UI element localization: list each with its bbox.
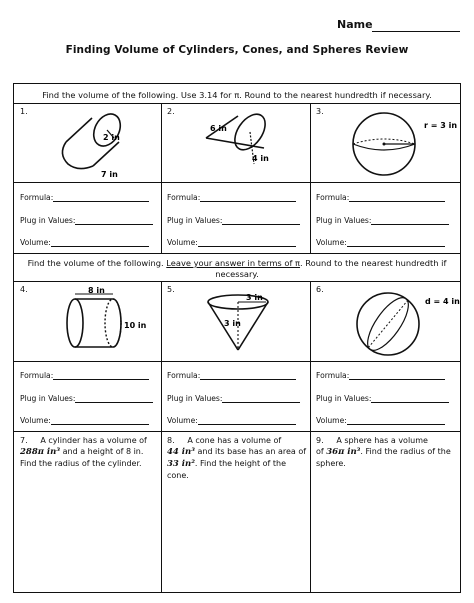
formula-field[interactable]: Formula:: [20, 371, 149, 380]
divider: [14, 182, 460, 183]
worksheet-title: Finding Volume of Cylinders, Cones, and Spheres Review: [65, 44, 409, 56]
volume-field[interactable]: Volume:: [167, 238, 296, 247]
worksheet-grid: [13, 83, 461, 593]
col-divider: [161, 431, 162, 592]
radius-label: 3 in: [246, 293, 263, 302]
plug-values-field[interactable]: Plug in Values:: [20, 394, 153, 403]
formula-field[interactable]: Formula:: [316, 371, 445, 380]
volume-field[interactable]: Volume:: [316, 238, 445, 247]
problem-number: 5.: [167, 285, 175, 294]
radius-label: 2 in: [103, 133, 120, 142]
length-label: 8 in: [88, 286, 105, 295]
col-divider: [161, 281, 162, 431]
height-label: 3 in: [224, 319, 241, 328]
divider: [14, 281, 460, 282]
plug-values-field[interactable]: Plug in Values:: [316, 394, 449, 403]
sphere-figure: [344, 110, 456, 180]
plug-values-field[interactable]: Plug in Values:: [20, 216, 153, 225]
sphere-figure: [344, 286, 460, 358]
word-problem-9: 9. A sphere has a volume of 36π in³. Find the radius of the sphere.: [316, 436, 451, 468]
plug-values-field[interactable]: Plug in Values:: [316, 216, 449, 225]
formula-field[interactable]: Formula:: [167, 371, 296, 380]
word-problem-8: 8. A cone has a volume of 44 in³ and its base has an area of 33 in². Find the height of the cone.: [167, 436, 307, 480]
divider: [14, 361, 460, 362]
section1-instruction: Find the volume of the following. Use 3.14 for π. Round to the nearest hundredth if necessary.: [42, 90, 432, 100]
word-problem-7: 7. A cylinder has a volume of 288π in³ and a height of 8 in. Find the radius of the cylinder.: [20, 436, 147, 468]
formula-field[interactable]: Formula:: [20, 193, 149, 202]
section2-instruction: Find the volume of the following. Leave your answer in terms of π. Round to the nearest hundredth if necessary.: [27, 258, 447, 279]
cone-figure: [200, 290, 280, 356]
col-divider: [161, 103, 162, 253]
height-label: 7 in: [101, 170, 118, 179]
radius-label: r = 3 in: [424, 121, 458, 130]
name-label: Name: [337, 18, 373, 31]
problem-number: 2.: [167, 107, 175, 116]
divider: [14, 253, 460, 254]
divider: [14, 103, 460, 104]
cylinder-figure: [58, 288, 148, 360]
problem-number: 4.: [20, 285, 28, 294]
col-divider: [310, 431, 311, 592]
divider: [14, 431, 460, 432]
problem-number: 1.: [20, 107, 28, 116]
col-divider: [310, 103, 311, 253]
volume-field[interactable]: Volume:: [167, 416, 296, 425]
plug-values-field[interactable]: Plug in Values:: [167, 216, 300, 225]
col-divider: [310, 281, 311, 431]
plug-values-field[interactable]: Plug in Values:: [167, 394, 300, 403]
volume-field[interactable]: Volume:: [20, 416, 149, 425]
problem-number: 6.: [316, 285, 324, 294]
cone-figure: [192, 108, 282, 180]
diameter-label: d = 4 in: [425, 297, 460, 306]
formula-field[interactable]: Formula:: [167, 193, 296, 202]
formula-field[interactable]: Formula:: [316, 193, 445, 202]
problem-number: 3.: [316, 107, 324, 116]
diameter-label: 10 in: [124, 321, 147, 330]
slant-label: 6 in: [210, 124, 227, 133]
volume-field[interactable]: Volume:: [20, 238, 149, 247]
volume-field[interactable]: Volume:: [316, 416, 445, 425]
cylinder-figure: [54, 110, 134, 180]
radius-label: 4 in: [252, 154, 269, 163]
name-line: [372, 31, 460, 32]
